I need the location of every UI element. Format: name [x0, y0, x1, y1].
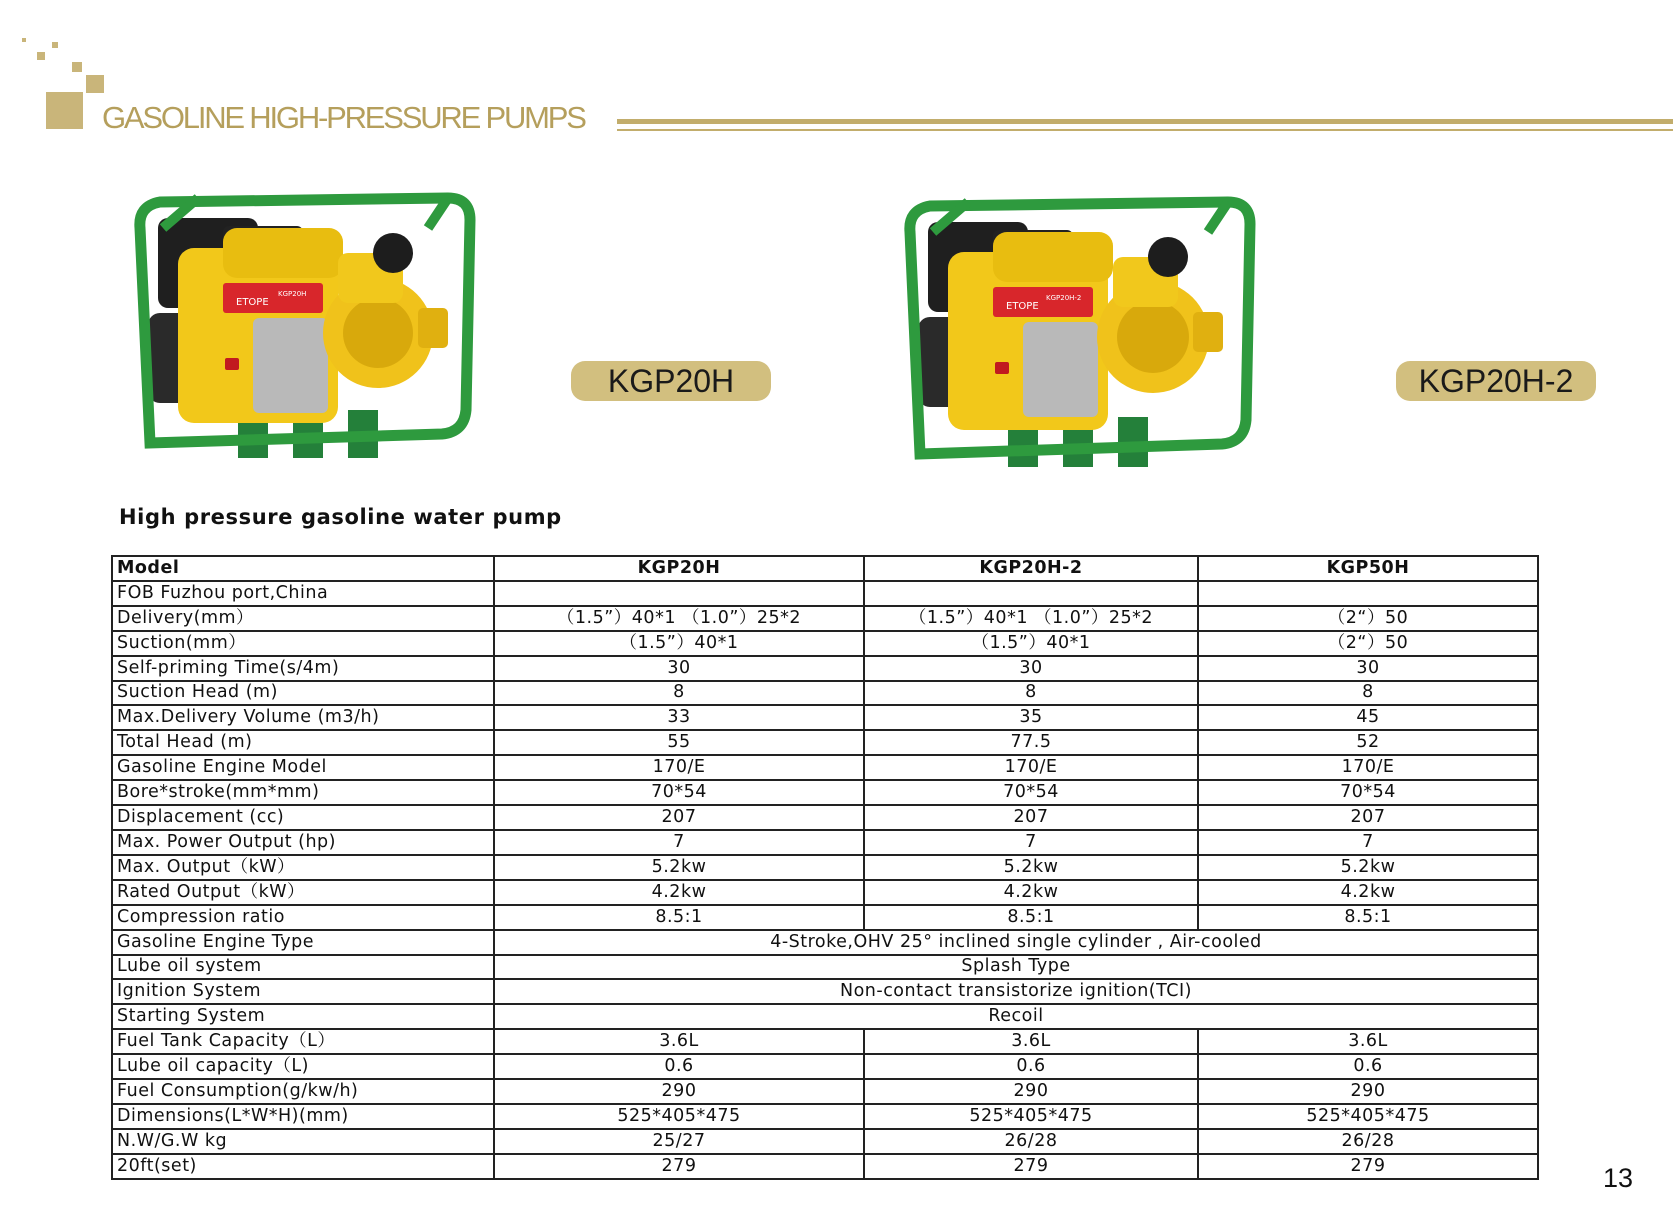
- row-value: 4.2kw: [494, 880, 864, 905]
- row-value: 207: [1198, 805, 1538, 830]
- table-row: [112, 681, 1538, 706]
- row-label: Delivery(mm）: [112, 606, 494, 631]
- row-value: 3.6L: [494, 1029, 864, 1054]
- row-label: Dimensions(L*W*H)(mm): [112, 1104, 494, 1129]
- row-value-merged: Recoil: [494, 1004, 1538, 1029]
- row-label: Starting System: [112, 1004, 494, 1029]
- row-label: Max.Delivery Volume (m3/h): [112, 705, 494, 730]
- row-value: 8: [494, 681, 864, 706]
- row-value: [1198, 581, 1538, 606]
- section-subtitle: High pressure gasoline water pump: [119, 505, 562, 529]
- row-value: 8: [864, 681, 1198, 706]
- table-row: [112, 1079, 1538, 1104]
- model-badge-kgp20h: KGP20H: [571, 361, 771, 401]
- row-label: Displacement (cc): [112, 805, 494, 830]
- table-row: [112, 1029, 1538, 1054]
- decal-model: KGP20H: [278, 290, 307, 298]
- row-label: Lube oil capacity（L): [112, 1054, 494, 1079]
- header-cell-model: KGP20H-2: [864, 556, 1198, 581]
- row-value: 7: [494, 830, 864, 855]
- row-label: Compression ratio: [112, 905, 494, 930]
- decor-square: [86, 75, 104, 93]
- table-row: [112, 955, 1538, 980]
- table-row: [112, 1154, 1538, 1179]
- row-label: Bore*stroke(mm*mm): [112, 780, 494, 805]
- decor-square: [22, 38, 26, 42]
- row-value: （1.5”）40*1: [864, 631, 1198, 656]
- header-cell-model: KGP20H: [494, 556, 864, 581]
- row-label: Lube oil system: [112, 955, 494, 980]
- pump-image-kgp20h: [128, 188, 508, 478]
- row-value: 8.5:1: [864, 905, 1198, 930]
- row-value: 0.6: [1198, 1054, 1538, 1079]
- row-value: 45: [1198, 705, 1538, 730]
- row-value-merged: Non-contact transistorize ignition(TCI): [494, 979, 1538, 1004]
- header-rule: [617, 119, 1673, 124]
- table-row: [112, 780, 1538, 805]
- row-value-merged: 4-Stroke,OHV 25° inclined single cylinder , Air-cooled: [494, 930, 1538, 955]
- row-value: 5.2kw: [494, 855, 864, 880]
- row-value: 4.2kw: [864, 880, 1198, 905]
- decal-brand: ETOPE: [1006, 301, 1039, 312]
- row-value: （2“）50: [1198, 631, 1538, 656]
- row-label: Max. Power Output (hp): [112, 830, 494, 855]
- row-label: Fuel Tank Capacity（L）: [112, 1029, 494, 1054]
- row-label: Max. Output（kW）: [112, 855, 494, 880]
- row-value: 279: [494, 1154, 864, 1179]
- row-value: 70*54: [494, 780, 864, 805]
- page-title: GASOLINE HIGH-PRESSURE PUMPS: [102, 100, 585, 135]
- table-row: [112, 1104, 1538, 1129]
- table-row: [112, 631, 1538, 656]
- row-label: Fuel Consumption(g/kw/h): [112, 1079, 494, 1104]
- decor-square: [52, 42, 58, 48]
- row-value: 7: [864, 830, 1198, 855]
- row-value: 26/28: [864, 1129, 1198, 1154]
- decal-model: KGP20H-2: [1046, 294, 1082, 302]
- row-value: 525*405*475: [494, 1104, 864, 1129]
- row-label: Self-priming Time(s/4m): [112, 656, 494, 681]
- row-value: 5.2kw: [1198, 855, 1538, 880]
- row-value: 70*54: [1198, 780, 1538, 805]
- row-value: 8.5:1: [494, 905, 864, 930]
- row-value: （1.5”）40*1 （1.0”）25*2: [864, 606, 1198, 631]
- row-value: （1.5”）40*1: [494, 631, 864, 656]
- row-value: 0.6: [494, 1054, 864, 1079]
- table-row: [112, 1004, 1538, 1029]
- row-value: 77.5: [864, 730, 1198, 755]
- row-value: 279: [864, 1154, 1198, 1179]
- row-value: 4.2kw: [1198, 880, 1538, 905]
- row-value: （2“）50: [1198, 606, 1538, 631]
- row-label: Suction(mm）: [112, 631, 494, 656]
- table-header-row: [112, 556, 1538, 581]
- table-row: [112, 656, 1538, 681]
- row-value: （1.5”）40*1 （1.0”）25*2: [494, 606, 864, 631]
- decor-square: [37, 52, 45, 60]
- table-row: [112, 606, 1538, 631]
- pump-image-kgp20h-2: [898, 192, 1288, 487]
- row-label: Total Head (m): [112, 730, 494, 755]
- row-label: FOB Fuzhou port,China: [112, 581, 494, 606]
- row-label: Ignition System: [112, 979, 494, 1004]
- row-value: 30: [1198, 656, 1538, 681]
- header-rule-thin: [617, 129, 1673, 131]
- row-value: 30: [494, 656, 864, 681]
- row-value: 290: [1198, 1079, 1538, 1104]
- table-row: [112, 1054, 1538, 1079]
- row-value-merged: Splash Type: [494, 955, 1538, 980]
- row-value: 26/28: [1198, 1129, 1538, 1154]
- row-value: 170/E: [494, 755, 864, 780]
- row-value: 8.5:1: [1198, 905, 1538, 930]
- row-value: 170/E: [1198, 755, 1538, 780]
- table-row: [112, 905, 1538, 930]
- row-label: Rated Output（kW）: [112, 880, 494, 905]
- header-cell-label: Model: [112, 556, 494, 581]
- row-value: 55: [494, 730, 864, 755]
- row-value: 170/E: [864, 755, 1198, 780]
- row-value: 290: [494, 1079, 864, 1104]
- row-value: 8: [1198, 681, 1538, 706]
- table-row: [112, 1129, 1538, 1154]
- header-cell-model: KGP50H: [1198, 556, 1538, 581]
- row-value: 30: [864, 656, 1198, 681]
- table-row: [112, 880, 1538, 905]
- model-badge-kgp20h-2: KGP20H-2: [1396, 361, 1596, 401]
- row-value: 0.6: [864, 1054, 1198, 1079]
- row-label: Gasoline Engine Model: [112, 755, 494, 780]
- page-number: 13: [1603, 1163, 1634, 1193]
- row-value: 3.6L: [864, 1029, 1198, 1054]
- row-value: [864, 581, 1198, 606]
- row-label: Gasoline Engine Type: [112, 930, 494, 955]
- row-value: 525*405*475: [1198, 1104, 1538, 1129]
- row-label: N.W/G.W kg: [112, 1129, 494, 1154]
- decor-square: [72, 62, 82, 72]
- row-value: 3.6L: [1198, 1029, 1538, 1054]
- row-value: 33: [494, 705, 864, 730]
- table-row: [112, 855, 1538, 880]
- table-row: [112, 755, 1538, 780]
- row-value: 52: [1198, 730, 1538, 755]
- table-row: [112, 830, 1538, 855]
- row-value: 70*54: [864, 780, 1198, 805]
- row-value: 7: [1198, 830, 1538, 855]
- decor-square: [46, 92, 83, 129]
- row-value: [494, 581, 864, 606]
- row-value: 290: [864, 1079, 1198, 1104]
- row-label: 20ft(set): [112, 1154, 494, 1179]
- table-row: [112, 581, 1538, 606]
- row-value: 207: [864, 805, 1198, 830]
- table-row: [112, 730, 1538, 755]
- row-value: 35: [864, 705, 1198, 730]
- decal-brand: ETOPE: [236, 297, 269, 308]
- table-row: [112, 930, 1538, 955]
- row-value: 525*405*475: [864, 1104, 1198, 1129]
- row-value: 5.2kw: [864, 855, 1198, 880]
- row-value: 25/27: [494, 1129, 864, 1154]
- row-label: Suction Head (m): [112, 681, 494, 706]
- row-value: 279: [1198, 1154, 1538, 1179]
- row-value: 207: [494, 805, 864, 830]
- table-row: [112, 979, 1538, 1004]
- spec-table: [111, 555, 1539, 1180]
- table-row: [112, 705, 1538, 730]
- table-row: [112, 805, 1538, 830]
